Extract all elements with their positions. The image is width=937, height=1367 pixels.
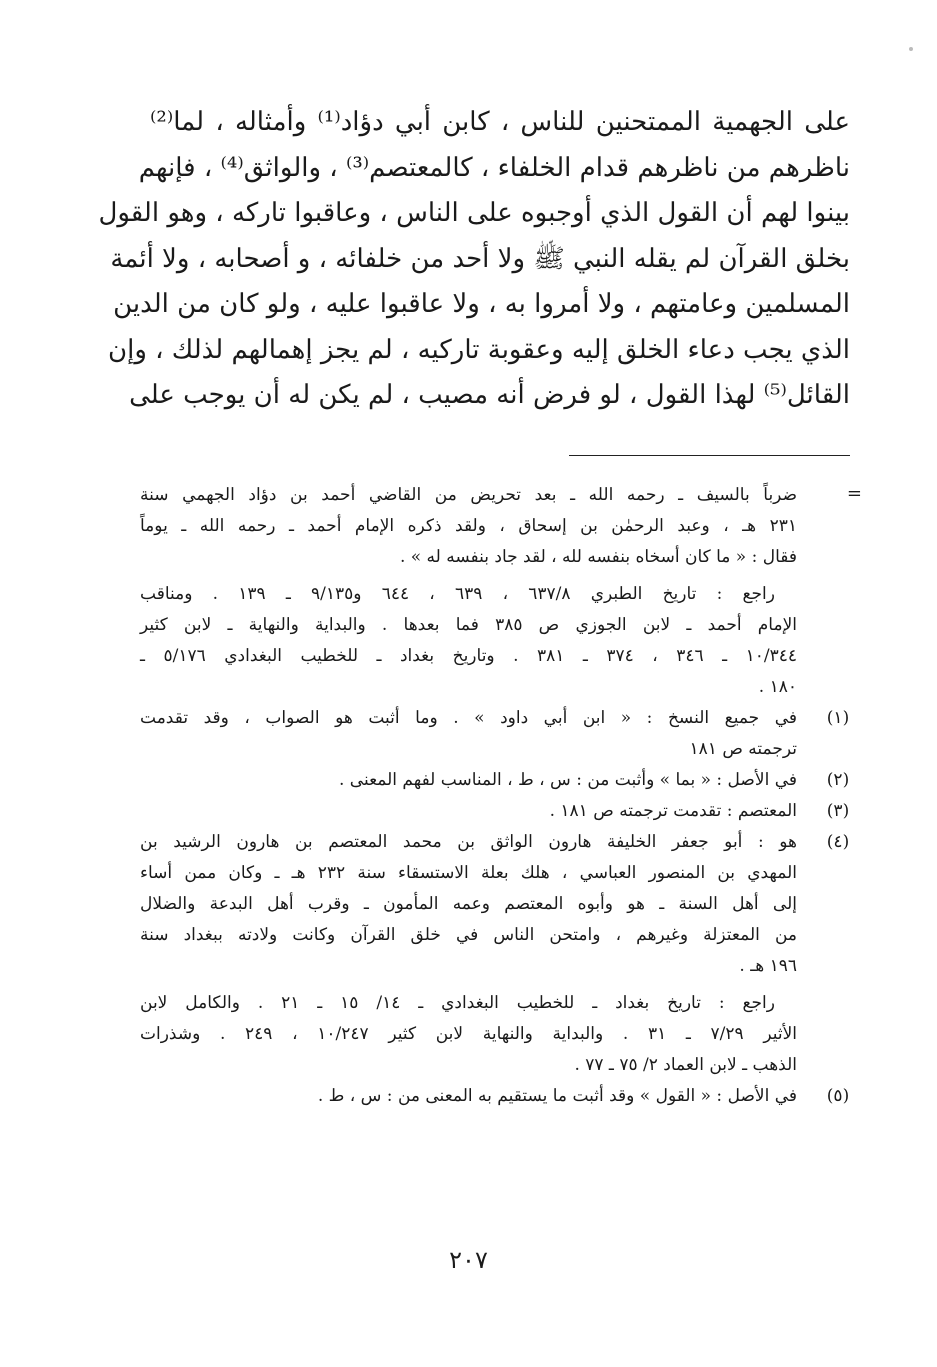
footnote-reference-line: الذهب ـ لابن العماد ٢/ ٧٥ ـ ٧٧ . <box>574 1055 797 1075</box>
footnote-number: (٥) <box>826 1086 850 1106</box>
footnote-reference-line: الأثير ٧/٢٩ ـ ٣١ . والبداية والنهاية لابن كثير ١٠/٢٤٧ ، ٢٤٩ . وشذرات <box>140 1024 797 1044</box>
footnote-1 <box>140 703 852 765</box>
footnote-4 <box>140 827 852 1081</box>
footnote-number: (٤) <box>826 832 850 852</box>
footnote-line: فقال : « ما كان أسخاه بنفسه لله ، لقد جاد بنفسه له » . <box>399 547 797 567</box>
footnote-number: (٣) <box>826 801 850 821</box>
footnote-line: ١٩٦ هـ . <box>739 956 797 976</box>
footnote-reference-line: راجع : تاريخ الطبري ٦٣٧/٨ ، ٦٣٩ ، ٦٤٤ و٩/١٣٥ ـ ١٣٩ . ومناقب <box>140 584 775 604</box>
footnote-line: ضرباً بالسيف ـ رحمه الله ـ بعد تحريض من القاضي أحمد بن دؤاد الجهمي سنة <box>140 485 797 505</box>
footnote-line: المعتصم : تقدمت ترجمته ص ١٨١ . <box>549 801 797 821</box>
footnote-reference-line: ١٨٠ . <box>758 677 797 697</box>
footnote-line: ترجمته ص ١٨١ <box>689 739 797 759</box>
main-text-line: القائل⁽⁵⁾ لهذا القول ، لو فرض أنه مصيب ، لم يكن له أن يوجب على <box>129 380 850 410</box>
footnote-reference-line: الإمام أحمد ـ لابن الجوزي ص ٣٨٥ فما بعدها . والبداية والنهاية ـ لابن كثير <box>140 615 797 635</box>
footnote-number: (٢) <box>826 770 850 790</box>
footnote-number: (١) <box>826 708 850 728</box>
main-text-line: بينوا لهم أن القول الذي أوجبوه على الناس ، وعاقبوا تاركه ، وهو القول <box>98 198 850 228</box>
continuation-mark: = <box>846 483 862 504</box>
footnote-continuation <box>140 480 862 703</box>
footnote-line: في الأصل : « بما » وأثبت من : س ، ط ، المناسب لفهم المعنى . <box>338 770 797 790</box>
footnote-line: المهدي بن المنصور العباسي ، هلك بعلة الاستسقاء سنة ٢٣٢ هـ ـ وكان ممن أساء <box>140 863 797 883</box>
footnote-line: إلى أهل السنة ـ هو وأبوه المعتصم وعمه المأمون ـ وقرب أهل البدعة والضلال <box>140 894 797 914</box>
footnote-line: في الأصل : « القول » وقد أثبت ما يستقيم به المعنى من : س ، ط . <box>317 1086 797 1106</box>
footnote-reference-line: راجع : تاريخ بغداد ـ للخطيب البغدادي ـ ١٤/ ١٥ ـ ٢١ . والكامل لابن <box>140 993 775 1013</box>
footnote-2 <box>140 765 852 796</box>
main-text-line: على الجهمية الممتحنين للناس ، كابن أبي دؤاد⁽¹⁾ وأمثاله ، لما⁽²⁾ <box>150 107 851 137</box>
main-text-line: بخلق القرآن لم يقله النبي ﷺ ولا أحد من خلفائه ، و أصحابه ، ولا أئمة <box>110 243 850 274</box>
footnote-line: من المعتزلة وغيرهم ، وامتحن الناس في خلق القرآن وكانت ولادته ببغداد سنة <box>140 925 797 945</box>
main-text-line: ناظرهم من ناظرهم قدام الخلفاء ، كالمعتصم⁽³⁾ ، والواثق⁽⁴⁾ ، فإنهم <box>138 152 850 183</box>
footnotes <box>140 480 862 1112</box>
main-text <box>98 100 851 419</box>
footnote-3 <box>140 796 852 827</box>
scan-speck <box>909 47 913 51</box>
main-text-line: الذي يجب دعاء الخلق إليه وعقوبة تاركيه ، لم يجز إهمالهم لذلك ، وإن <box>108 334 850 365</box>
footnote-line: هو : أبو جعفر الخليفة هارون الواثق بن محمد المعتصم بن هارون الرشيد بن <box>140 832 797 852</box>
footnote-reference-line: ١٠/٣٤٤ ـ ٣٤٦ ، ٣٧٤ ـ ٣٨١ . وتاريخ بغداد ـ للخطيب البغدادي ٥/١٧٦ ـ <box>140 646 797 666</box>
page-number: ٢٠٧ <box>449 1246 488 1274</box>
footnote-line: ٢٣١ هـ ، وعبد الرحمٰن بن إسحاق ، ولقد ذكره الإمام أحمد ـ رحمه الله ـ يوماً <box>140 516 797 536</box>
footnote-line: في جميع النسخ : « ابن أبي داود » . وما أثبت هو الصواب ، وقد تقدمت <box>140 708 797 728</box>
footnote-separator <box>569 455 850 456</box>
footnote-5 <box>140 1081 852 1112</box>
main-text-line: المسلمين وعامتهم ، ولا أمروا به ، ولا عاقبوا عليه ، ولو كان من الدين <box>113 289 850 319</box>
